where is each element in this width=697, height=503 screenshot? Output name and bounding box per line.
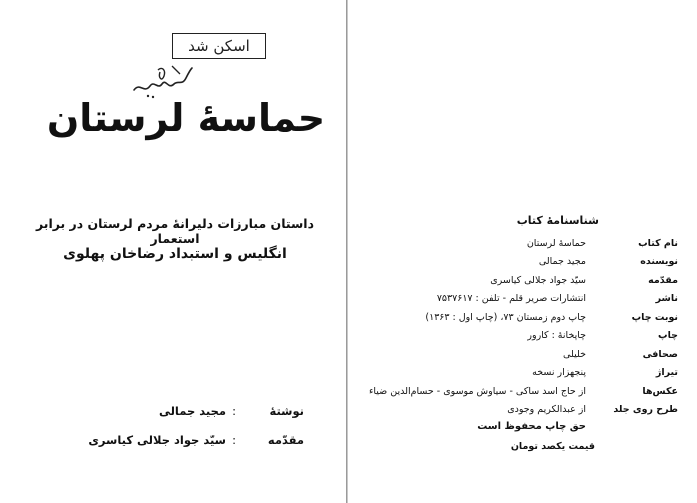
row-label: نام کتاب [638, 237, 678, 249]
colophon-row [358, 345, 678, 364]
colophon-row [358, 401, 678, 420]
copyright-notice: حق چاپ محفوظ است [477, 421, 586, 432]
credit-colon: : [232, 404, 236, 418]
colophon-row [358, 364, 678, 383]
row-label: صحافی [642, 348, 678, 360]
row-label: تیراژ [655, 367, 678, 379]
colophon-table [358, 234, 678, 419]
row-label: ناشر [655, 293, 678, 305]
row-label: طرح روی جلد [613, 404, 678, 416]
colophon-row [358, 271, 678, 290]
row-value: مجید جمالی [538, 256, 586, 268]
row-value: حماسهٔ لرستان [526, 237, 586, 249]
row-value: از حاج اسد ساکی - سیاوش موسوی - حسام‌الدین ضیاء [368, 385, 586, 397]
book-title: حماسهٔ لرستان [46, 96, 326, 140]
row-label: عکس‌ها [642, 385, 678, 397]
row-value: سیّد جواد جلالی کیاسری [490, 274, 586, 286]
colophon-row [358, 290, 678, 309]
colophon-heading: شناسنامهٔ کتاب [516, 214, 599, 227]
credit-author [64, 404, 304, 418]
credit-value: سیّد جواد جلالی کیاسری [88, 433, 226, 447]
row-value: انتشارات صریر قلم - تلفن : ۷۵۳۷۶۱۷ [436, 293, 586, 305]
row-label: مقدّمه [648, 274, 678, 286]
row-value: خلیلی [563, 348, 586, 360]
colophon-row [358, 308, 678, 327]
colophon-row [358, 382, 678, 401]
title-page [0, 0, 347, 503]
colophon-row [358, 234, 678, 253]
row-value: چاپخانهٔ : کارور [527, 330, 586, 342]
subtitle-line-1: داستان مبارزات دلیرانهٔ مردم لرستان در برابر استعمار [35, 216, 315, 246]
row-label: چاپ [658, 330, 678, 342]
subtitle-line-2: انگلیس و استبداد رضاخان پهلوی [63, 246, 287, 262]
row-value: چاپ دوم زمستان ۷۳، (چاپ اول : ۱۳۶۳) [425, 311, 586, 323]
scanned-stamp: اسکن شد [172, 33, 266, 59]
colophon-page [347, 0, 697, 503]
credit-colon: : [232, 433, 236, 447]
row-label: نویسنده [640, 256, 678, 268]
row-label: نوبت چاپ [631, 311, 678, 323]
row-value: پنجهزار نسخه [532, 367, 586, 379]
credit-label: نوشتهٔ [269, 404, 304, 418]
price-label: قیمت یکصد تومان [510, 441, 595, 452]
row-value: از عبدالکریم وجودی [507, 404, 586, 416]
colophon-row [358, 327, 678, 346]
credit-introduction [64, 433, 304, 447]
colophon-row [358, 253, 678, 272]
credit-label: مقدّمه [267, 433, 304, 447]
credits [64, 404, 304, 462]
credit-value: مجید جمالی [158, 404, 226, 418]
